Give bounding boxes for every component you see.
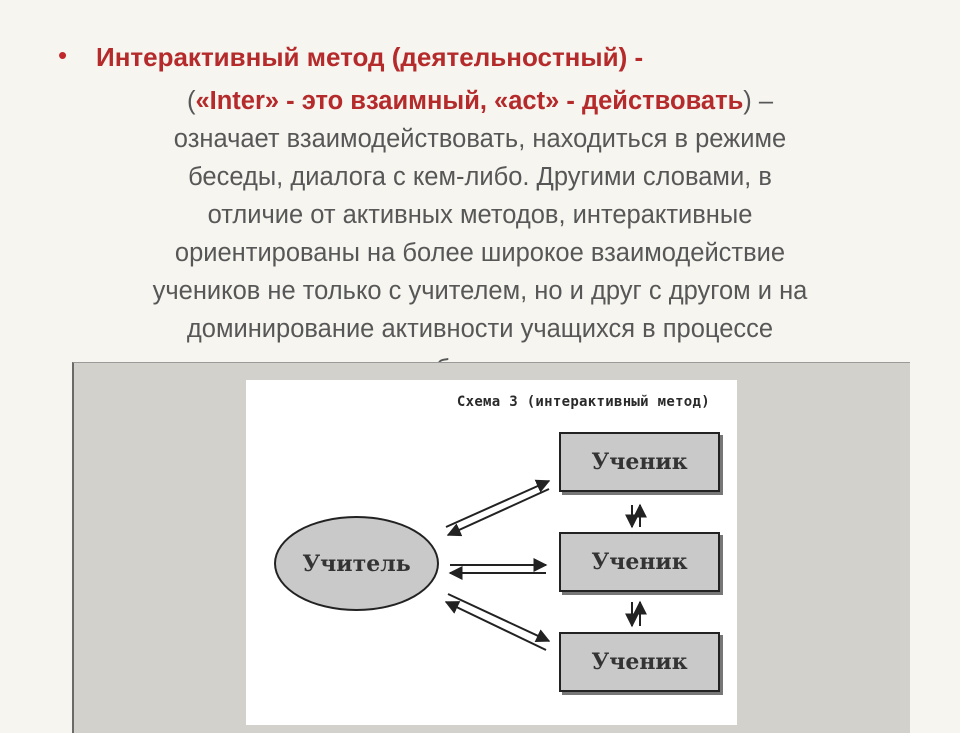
etymology-text: «Inter» - это взаимный, «act» - действовать: [195, 87, 744, 115]
paragraph-line-5: учеников не только с учителем, но и друг с другом и на: [152, 277, 808, 305]
bullet-marker: •: [58, 40, 68, 70]
teacher-node: Учитель: [274, 516, 439, 611]
interactive-method-diagram: [246, 380, 737, 725]
paragraph-line-3: отличие от активных методов, интерактивные: [207, 201, 753, 229]
diagram-title: Схема 3 (интерактивный метод): [456, 394, 710, 410]
paragraph-line-4: ориентированы на более широкое взаимодействие: [174, 239, 786, 267]
paragraph-line-0: [60, 82, 900, 120]
paragraph-line-2: беседы, диалога с кем-либо. Другими словами, в: [188, 163, 772, 191]
paragraph-line-6: доминирование активности учащихся в процессе: [186, 315, 774, 343]
paragraph-line-1: означает взаимодействовать, находиться в режиме: [173, 125, 787, 153]
student-node-1: Ученик: [559, 432, 720, 492]
arrow-student-1-to-teacher: [448, 489, 549, 535]
arrow-student-3-to-teacher: [446, 602, 546, 650]
arrow-teacher-to-student-3: [448, 594, 549, 641]
open-paren: (: [186, 87, 196, 115]
student-node-2: Ученик: [559, 532, 720, 592]
body-paragraph: [60, 82, 900, 348]
close-paren: ) –: [743, 87, 774, 115]
arrow-teacher-to-student-1: [446, 481, 549, 527]
slide-heading: Интерактивный метод (деятельностный) -: [96, 42, 644, 72]
student-node-3: Ученик: [559, 632, 720, 692]
